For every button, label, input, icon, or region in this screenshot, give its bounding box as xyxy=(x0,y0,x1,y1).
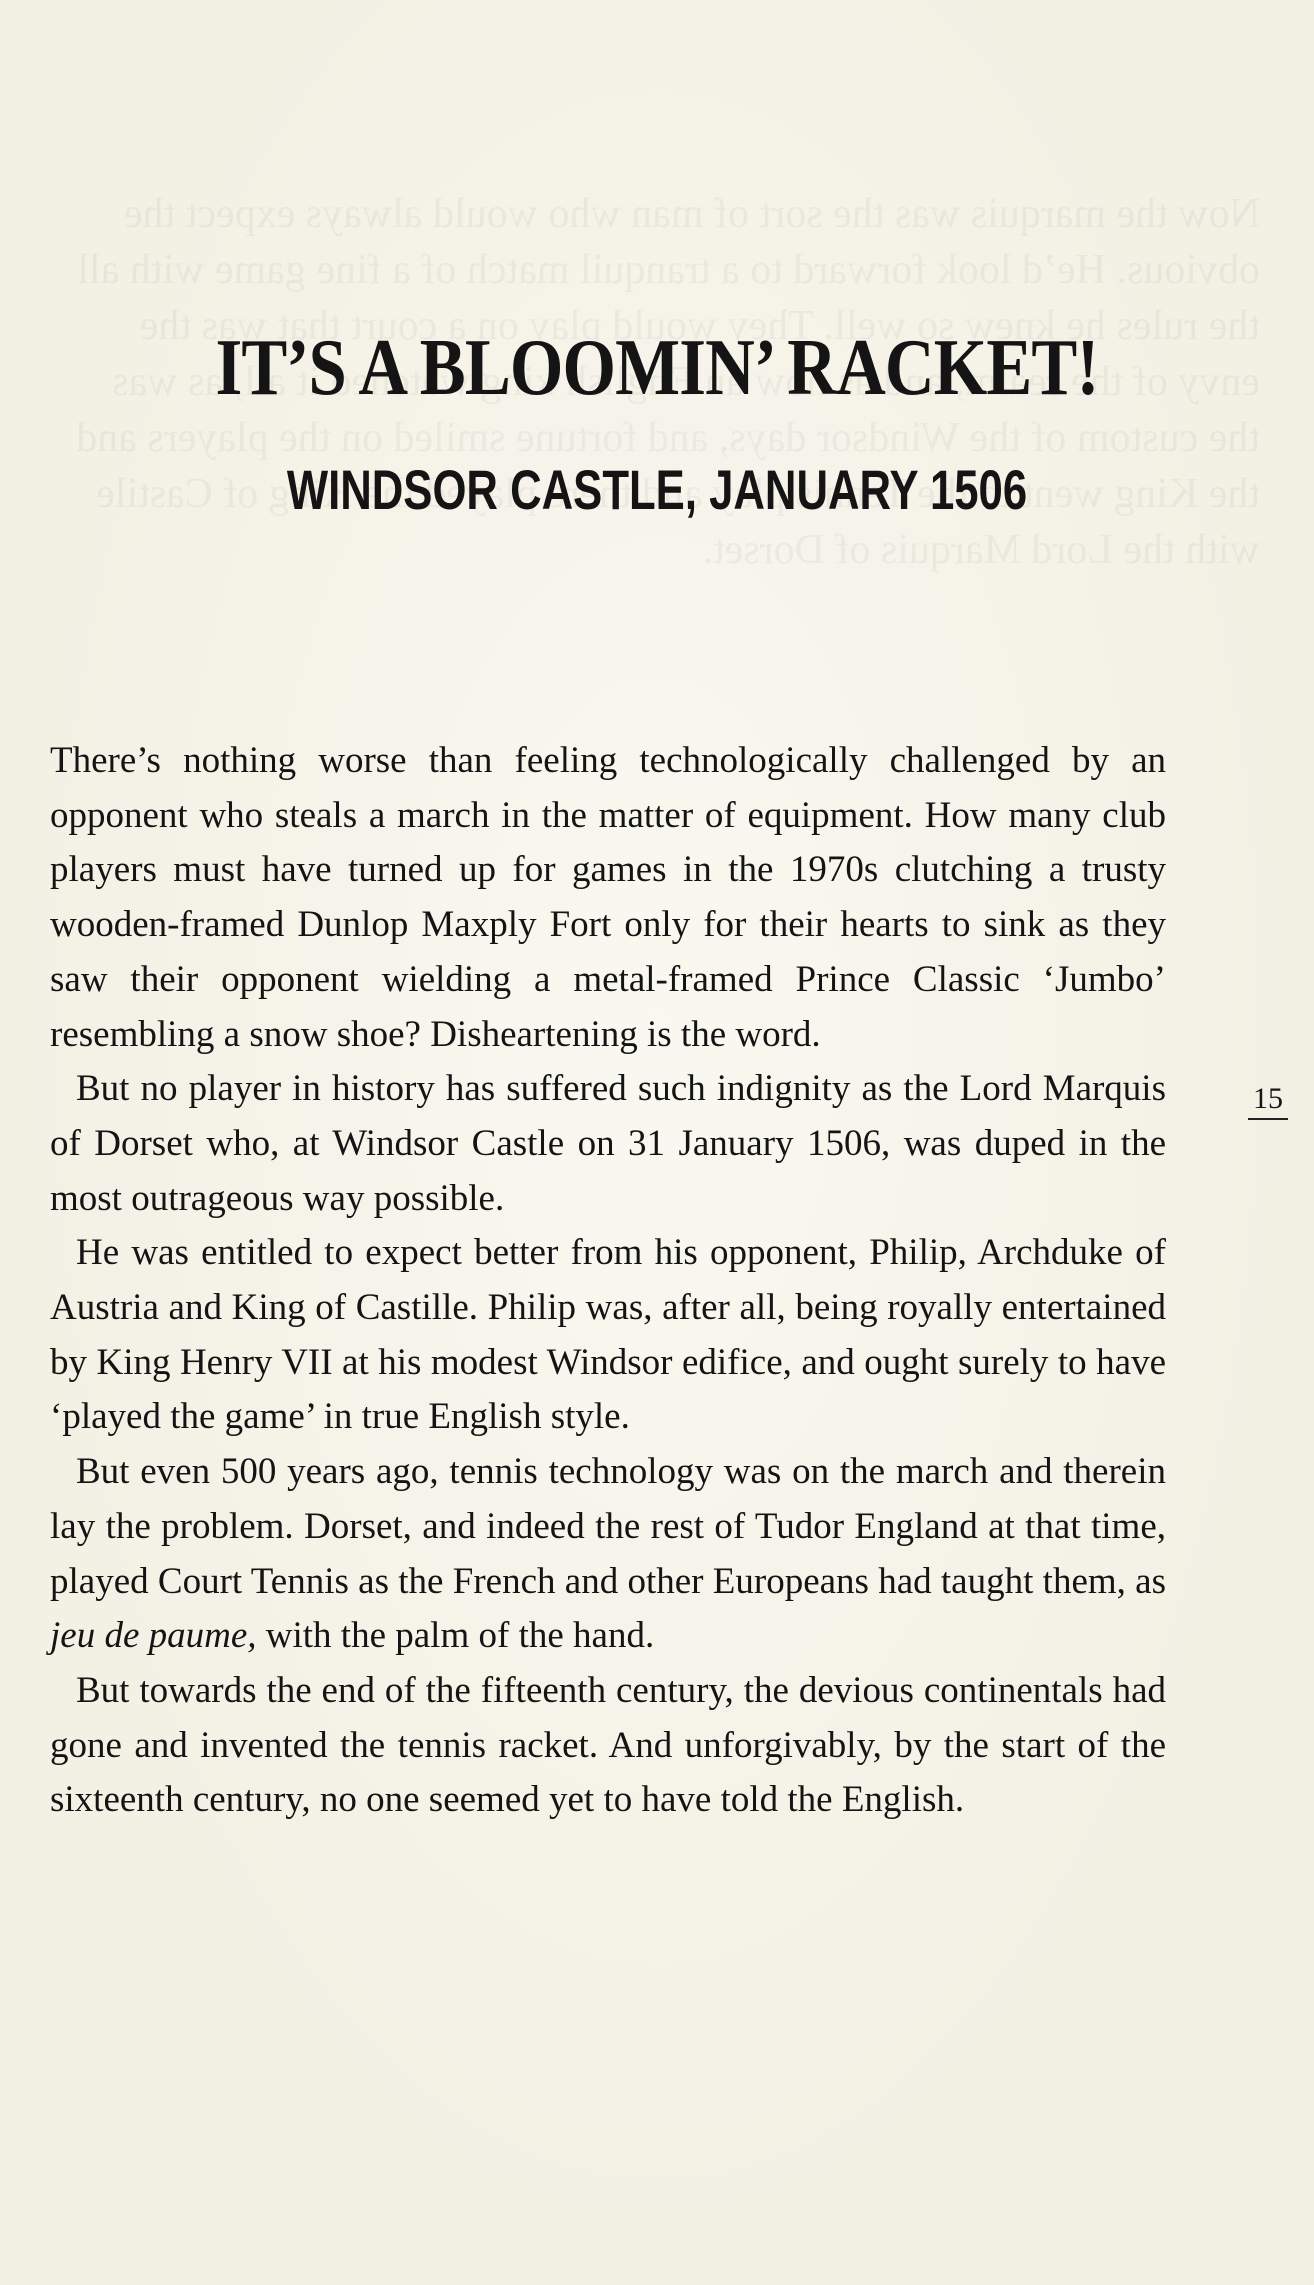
italic-phrase: jeu de paume, xyxy=(50,1615,257,1657)
body-text xyxy=(50,734,1166,1828)
page-number: 15 xyxy=(1248,1082,1288,1120)
chapter-subtitle: WINDSOR CASTLE, JANUARY 1506 xyxy=(286,458,1028,521)
paragraph-text: But even 500 years ago, tennis technology was on the march and therein lay the problem. Dorset, and indeed the rest of Tudor England at that time, played Court Tennis as the French and other Europeans had taught them, as xyxy=(50,1451,1166,1602)
paragraph: But no player in history has suffered such indignity as the Lord Marquis of Dorset who, at Windsor Castle on 31 January 1506, was duped in the most outrageous way possible. xyxy=(50,1068,1166,1219)
paragraph: But towards the end of the fifteenth century, the devious continentals had gone and invented the tennis racket. And unforgivably, by the start of the sixteenth century, no one seemed yet to have told the English. xyxy=(50,1669,1166,1821)
paragraph xyxy=(50,1445,1166,1664)
paragraph-text: with the palm of the hand. xyxy=(256,1615,655,1657)
paragraph: There’s nothing worse than feeling technologically challenged by an opponent who steals a march in the matter of equipment. How many club players must have turned up for games in the 1970s clutching a trusty wooden-framed Dunlop Maxply Fort only for their hearts to sink as they saw their opponent wielding a metal-framed Prince Classic ‘Jumbo’ resembling a snow shoe? Disheartening is the word. xyxy=(50,740,1166,1055)
chapter-title: IT’S A BLOOMIN’ RACKET! xyxy=(215,324,1099,412)
paragraph: He was entitled to expect better from his opponent, Philip, Archduke of Austria and King of Castille. Philip was, after all, being royally entertained by King Henry VII at his modest Windsor edifice, and ought surely to have ‘played the game’ in true English style. xyxy=(50,1232,1166,1438)
